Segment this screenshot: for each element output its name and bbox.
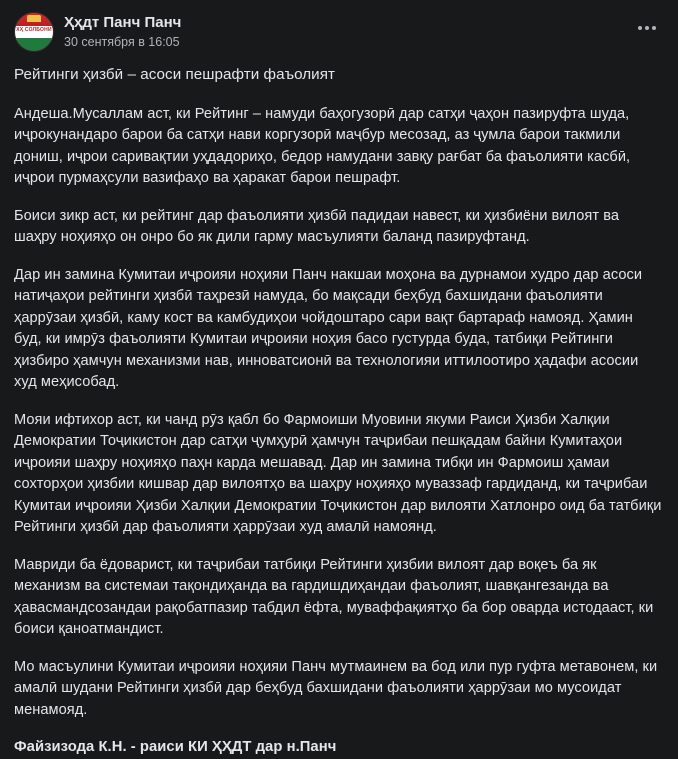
- dot-1: [638, 26, 642, 30]
- post-paragraph-5: Мавриди ба ёдоварист, ки таҷрибаи татбиқи Рейтинги ҳизбии вилоят дар воқеъ ба як механизм ва системаи тақондиҳанда ва гардишдиҳандаи фаъолият, шавқангезанда ва ҳавасмандсозандаи рақобатпазир табдил ёфта, муваффақиятҳо ба бор оварда истодааст, ки боиси қаноатмандист.: [14, 556, 654, 637]
- avatar-crown-icon: [27, 15, 41, 22]
- post-paragraph-2: Боиси зикр аст, ки рейтинг дар фаъолияти ҳизбӣ падидаи навест, ки ҳизбиёни вилоят ва шаҳру ноҳияҳо он онро бо як дили гарму масъулияти баланд пазируфтанд.: [14, 207, 620, 245]
- post-paragraph-6: Мо масъулини Кумитаи иҷроияи ноҳияи Панч мутмаинем ва бод или пур гуфта метавонем, ки амалӣ шудани Рейтинги ҳизбӣ дар беҳбуд бахшидани фаъолияти ҳаррӯзаи мо мусоидат менамояд.: [14, 658, 658, 718]
- post-paragraph-1: Андеша.Мусаллам аст, ки Рейтинг – намуди баҳогузорӣ дар сатҳи ҷаҳон пазируфта шуда, иҷрокунандаро барои ба сатҳи нави коргузорӣ маҷбур месозад, аз ҷумла барои такмили дониш, иҷрои саривақтии уҳдадориҳо, бедор намудани завқу рағбат ба фаъолияти касбӣ, иҷрои пурмаҳсули вазифаҳо ва ҳаракат барои пешрафт.: [14, 105, 631, 186]
- post-header-text: [64, 12, 181, 50]
- post-author-name[interactable]: Ҳҳдт Панч Панч: [64, 14, 182, 31]
- more-options-icon[interactable]: [632, 18, 662, 38]
- post-paragraph-3: Дар ин замина Кумитаи иҷроияи ноҳияи Панч накшаи моҳона ва дурнамои худро дар асоси натиҷаҳои рейтинги ҳизбӣ таҳрезӣ намуда, бо мақсади беҳбуд бахшидани фаъолияти ҳаррӯзаи ҳизбӣ, каму кост ва камбудиҳои чойдоштаро сари вақт бартараф намояд. Ҳамин буд, ки имрӯз фаъолияти Кумитаи иҷроияи ноҳия басо густурда буда, татбиқи Рейтинги ҳизбиро ҳамчун механизми нав, инноватсионӣ ва технологияи иттилоотиро ҳадафи асосии худ меҳисобад.: [14, 266, 643, 390]
- post-signature: Файзизода К.Н. - раиси КИ ҲҲДТ дар н.Панч: [14, 739, 337, 755]
- post-paragraph-title: Рейтинги ҳизбӣ – асоси пешрафти фаъолият: [14, 66, 335, 83]
- post-paragraph-4: Мояи ифтихор аст, ки чанд рӯз қабл бо Фармоиши Муовини якуми Раиси Ҳизби Халқии Демократии Тоҷикистон дар сатҳи ҷумҳурӣ ҳамчун таҷрибаи пешқадам байни Кумитаҳои иҷроияи шаҳру ноҳияҳо паҳн карда мешавад. Дар ин замина тибқи ин Фармоиш ҳамаи сохторҳои ҳизбии кишвар дар вилоятҳо ва шаҳру ноҳияҳо муваззаф гардиданд, ки таҷрибаи Кумитаи иҷроияи Ҳизби Халқии Демократии Тоҷикистон дар вилояти Хатлонро оид ба татбиқи Рейтинги ҳизбӣ дар фаъолияти ҳаррӯзаи худ амалӣ намоянд.: [14, 411, 662, 535]
- post-body: [14, 58, 664, 759]
- avatar[interactable]: [14, 12, 54, 52]
- post-header: [14, 10, 664, 58]
- post-timestamp[interactable]: 30 сентября в 16:05: [64, 35, 180, 49]
- dot-2: [645, 26, 649, 30]
- avatar-stripe-bottom: [15, 38, 53, 51]
- avatar-label: ХҲ СОЛБОНИ: [16, 27, 52, 33]
- dot-3: [652, 26, 656, 30]
